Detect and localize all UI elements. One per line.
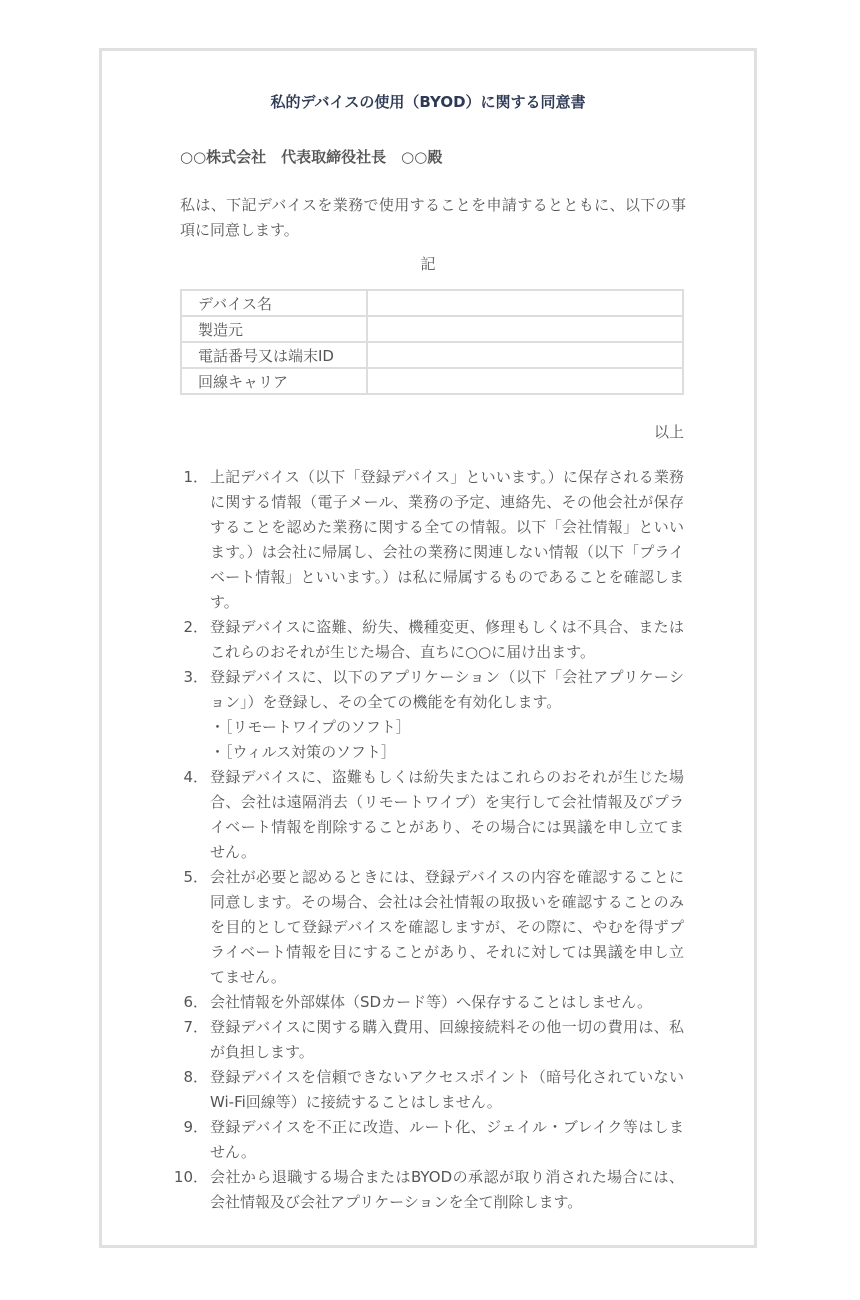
table-row [181,368,683,394]
table-row [181,290,683,316]
device-table [180,289,684,395]
consent-items-list [172,465,684,1215]
intro-text: 私は、下記デバイスを業務で使用することを申請するとともに、以下の事項に同意します。 [180,196,686,239]
list-item [172,865,684,990]
phone-or-terminal-id-value[interactable] [367,342,683,368]
item-number: 10． [173,1168,208,1186]
item-text: 登録デバイスに、以下のアプリケーション（以下「会社アプリケーション」）を登録し、その全ての機能を有効化します。 [210,668,684,711]
list-item [172,1015,684,1065]
list-item [172,465,684,615]
list-item [172,1115,684,1165]
item-number: 9． [183,1118,208,1136]
item-number: 1． [183,468,208,486]
document-page [99,48,757,1248]
item-text: 上記デバイス（以下「登録デバイス」といいます。）に保存される業務に関する情報（電子メール、業務の予定、連絡先、その他会社が保存することを認めた業務に関する全ての情報。以下「会社情報」といいます。）は会社に帰属し、会社の業務に関連しない情報（以下「プライベート情報」といいます。）は私に帰属するものであることを確認します。 [210,468,684,611]
list-item [172,990,684,1015]
item-text: 登録デバイスを信頼できないアクセスポイント（暗号化されていないWi-Fi回線等）に接続することはしません。 [210,1068,684,1111]
item-number: 5． [183,868,208,886]
table-row [181,342,683,368]
ki-heading: 記 [420,255,436,273]
document-title: 私的デバイスの使用（BYOD）に関する同意書 [270,93,586,111]
list-item [172,1065,684,1115]
addressee: ○○株式会社 代表取締役社長 ○○殿 [180,148,443,166]
item-text: 登録デバイスに、盗難もしくは紛失またはこれらのおそれが生じた場合、会社は遠隔消去（リモートワイプ）を実行して会社情報及びプライベート情報を削除することがあり、その場合には異議を申し立てません。 [210,768,684,861]
carrier-value[interactable] [367,368,683,394]
item-number: 6． [183,993,208,1011]
item-text: 会社情報を外部媒体（SDカード等）へ保存することはしません。 [210,993,652,1011]
sub-item-remote-wipe: ・［リモートワイプのソフト］ [210,718,411,736]
list-item [172,765,684,865]
item-number: 7． [183,1018,208,1036]
manufacturer-label: 製造元 [181,316,367,342]
list-item [172,615,684,665]
item-number: 8． [183,1068,208,1086]
manufacturer-value[interactable] [367,316,683,342]
item-text: 登録デバイスを不正に改造、ルート化、ジェイル・ブレイク等はしません。 [210,1118,684,1161]
device-name-value[interactable] [367,290,683,316]
sub-item-antivirus: ・［ウィルス対策のソフト］ [210,743,396,761]
carrier-label: 回線キャリア [181,368,367,394]
table-row [181,316,683,342]
item-number: 4． [183,768,208,786]
item-number: 2． [183,618,208,636]
device-name-label: デバイス名 [181,290,367,316]
list-item [172,665,684,765]
item-number: 3． [183,668,208,686]
item-text: 会社が必要と認めるときには、登録デバイスの内容を確認することに同意します。その場合、会社は会社情報の取扱いを確認することのみを目的として登録デバイスを確認しますが、その際に、やむを得ずプライベート情報を目にすることがあり、それに対しては異議を申し立てません。 [210,868,684,986]
phone-or-terminal-id-label: 電話番号又は端末ID [181,342,367,368]
ijo-closing: 以上 [653,423,684,441]
item-text: 登録デバイスに盗難、紛失、機種変更、修理もしくは不具合、またはこれらのおそれが生じた場合、直ちに○○に届け出ます。 [210,618,684,661]
list-item [172,1165,684,1215]
item-text: 登録デバイスに関する購入費用、回線接続料その他一切の費用は、私が負担します。 [210,1018,684,1061]
item-text: 会社から退職する場合またはBYODの承認が取り消された場合には、会社情報及び会社アプリケーションを全て削除します。 [210,1168,684,1211]
